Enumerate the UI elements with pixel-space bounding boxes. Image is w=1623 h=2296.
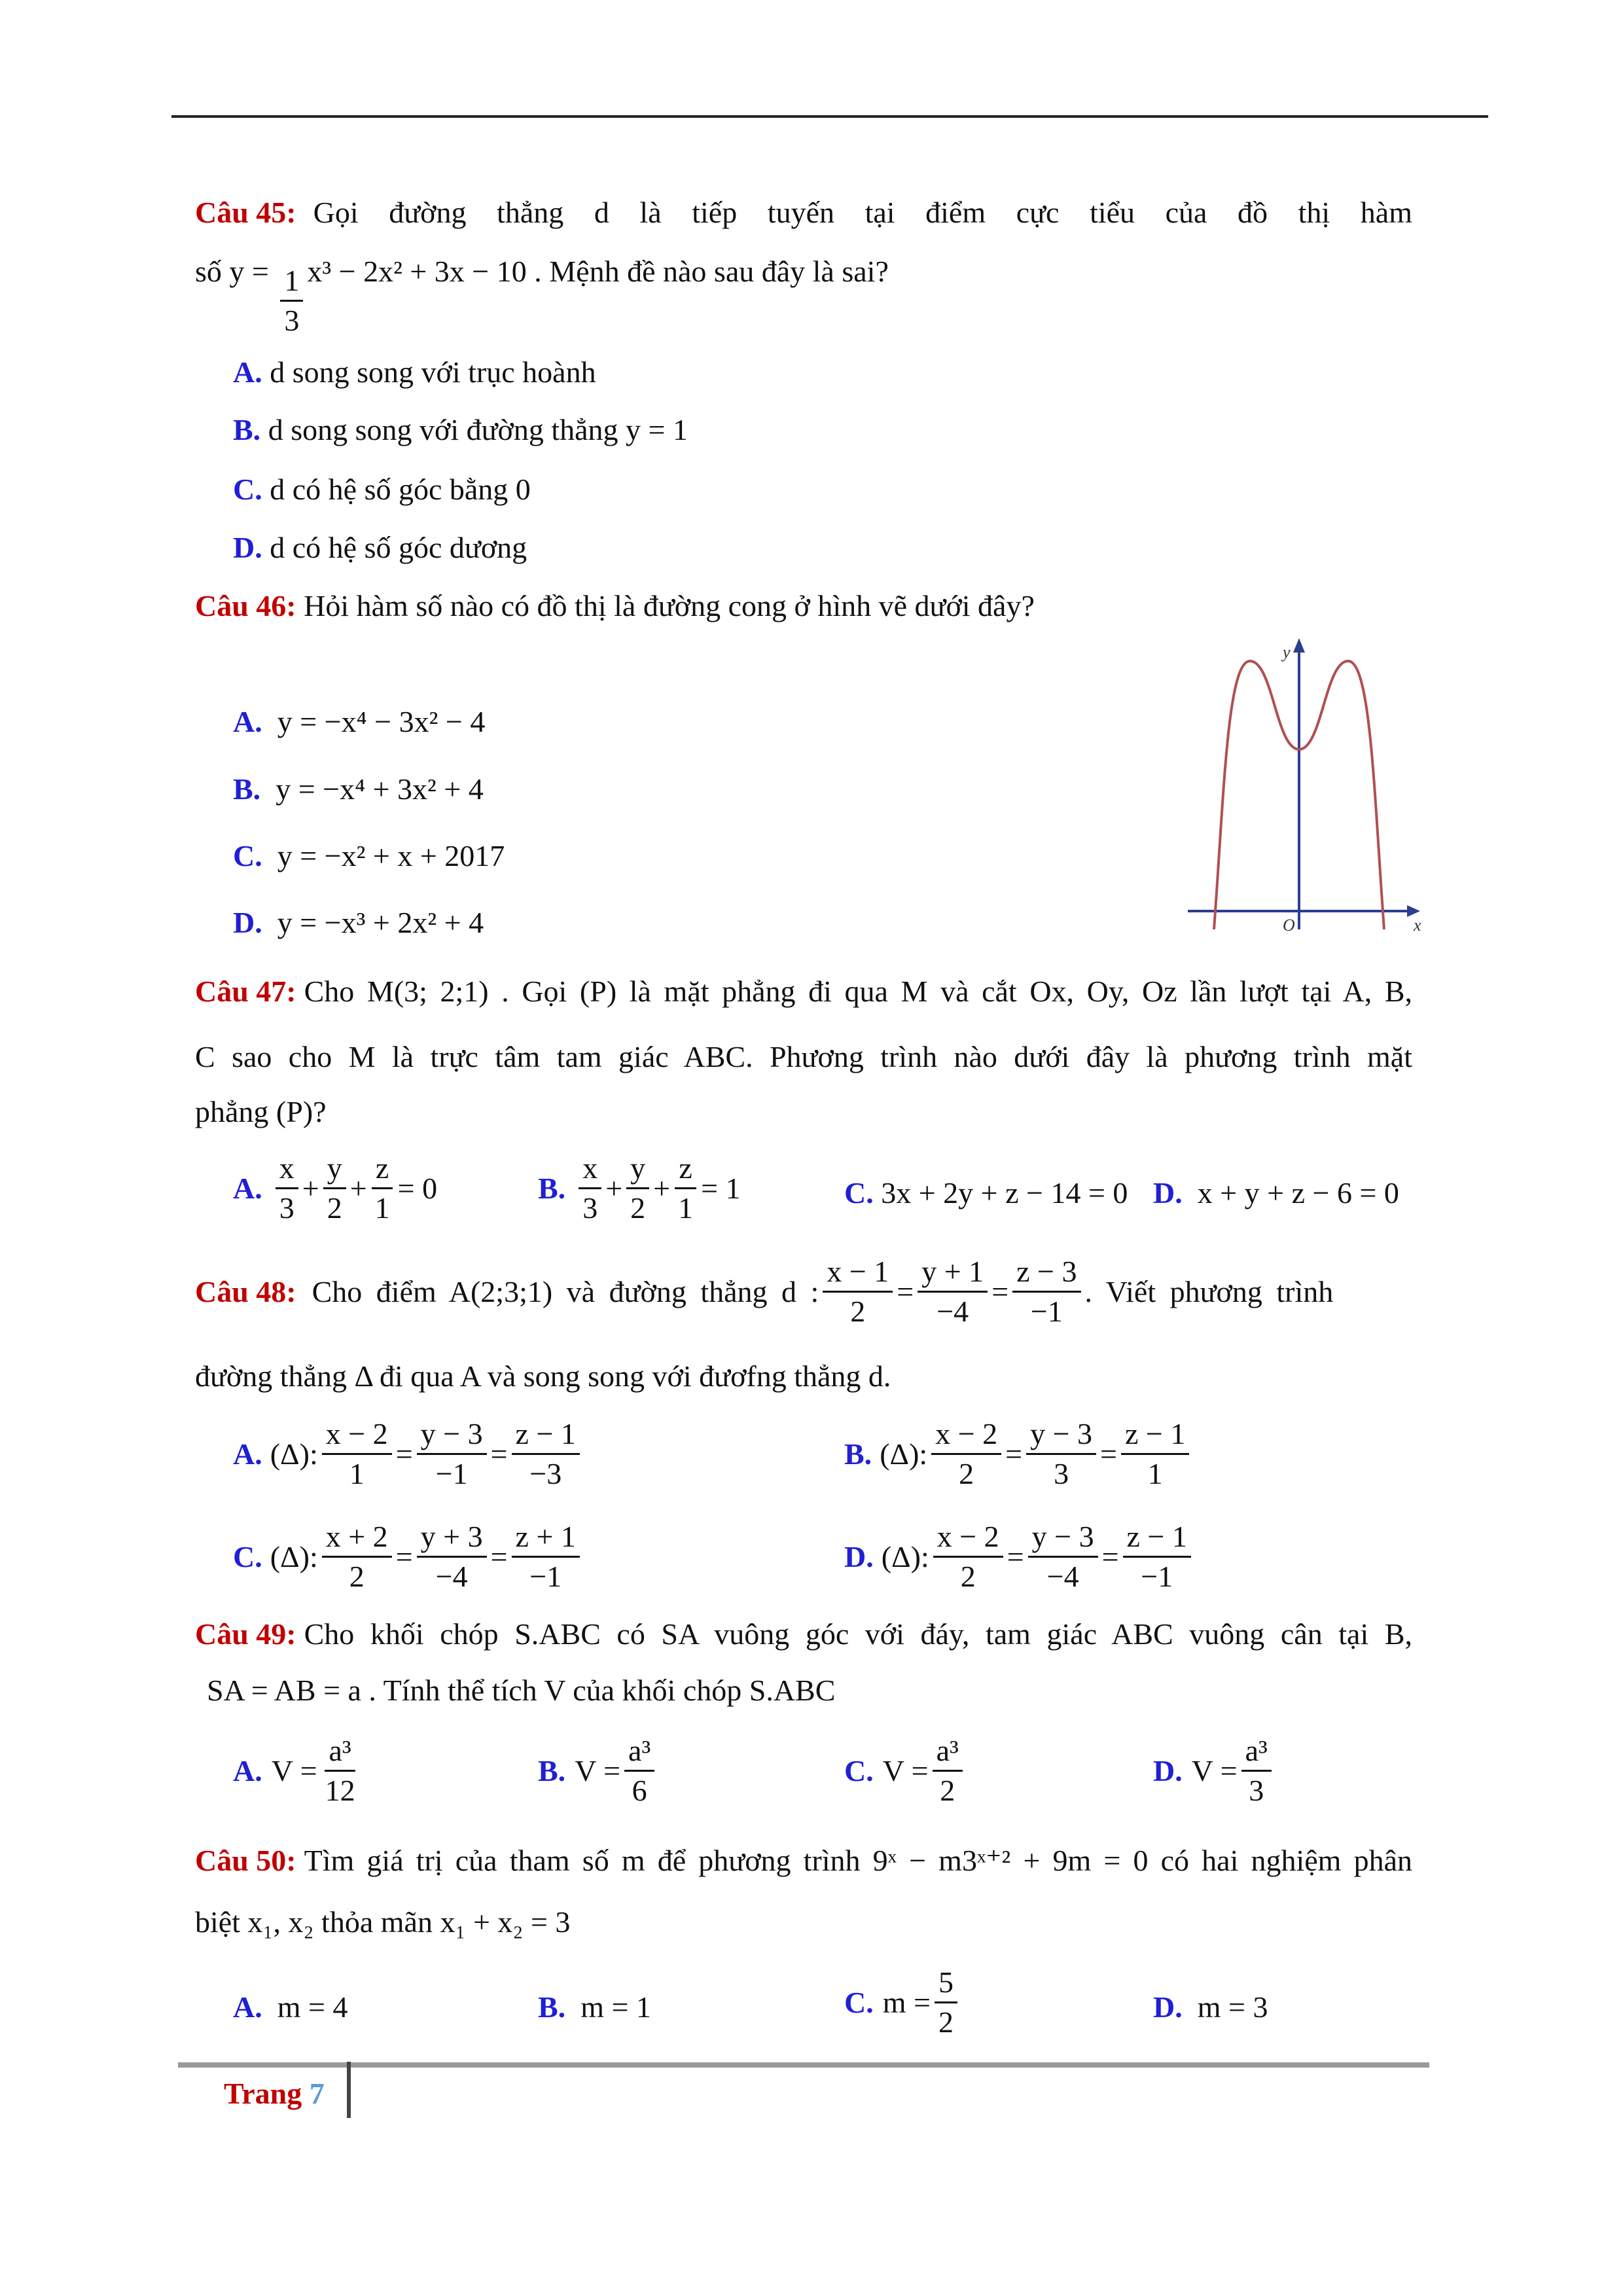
q45-option-c: [233, 475, 531, 505]
q46-option-d: [233, 908, 484, 938]
footer-divider: [347, 2062, 351, 2118]
q46-option-d-text: y = −x³ + 2x² + 4: [277, 906, 484, 939]
q48-b-f2d: 3: [1054, 1457, 1069, 1490]
q48-option-d: D. (Δ): $\frac{x - 2}{2}$ = $\frac{y - 3}{-4}$ = $\frac{z - 1}{-1}$: [844, 1522, 1195, 1592]
q48-f3d: −1: [1030, 1295, 1063, 1328]
q49-option-b-label: B.: [538, 1753, 566, 1787]
q49-c-num: a³: [933, 1736, 963, 1772]
q47-b-d2: 2: [630, 1191, 646, 1225]
q47-b-n1: x: [579, 1153, 601, 1189]
q48-option-a-label: A.: [233, 1437, 262, 1471]
q47-b-n2: y: [626, 1153, 649, 1189]
q49-option-d: [1153, 1736, 1275, 1806]
q47-option-d: [1153, 1178, 1399, 1208]
q47-b-rhs: = 1: [701, 1171, 741, 1205]
q48-a-frac-1: [322, 1419, 392, 1489]
q47-line2: C sao cho M là trực tâm tam giác ABC. Phương trình nào dưới đây là phương trình mặt: [195, 1040, 1412, 1073]
q47-b-d3: 1: [678, 1191, 694, 1225]
q48-label: Câu 48:: [195, 1274, 296, 1308]
q48-c-frac-2: [417, 1522, 487, 1592]
q50-option-d-text: m = 3: [1197, 1990, 1268, 2024]
q48-d-prefix: (Δ):: [881, 1539, 929, 1573]
q50-option-a: [233, 1992, 348, 2022]
q50-option-c: [844, 1967, 961, 2037]
q47-a-rhs: = 0: [397, 1171, 438, 1205]
q50-c-den: 2: [938, 2005, 954, 2039]
q48-d-f3d: −1: [1141, 1560, 1173, 1593]
q49-option-c-label: C.: [844, 1753, 874, 1787]
q48-c-f3n: z + 1: [512, 1522, 580, 1558]
q48-d-f2n: y − 3: [1028, 1522, 1098, 1558]
q49-a-frac: [321, 1736, 359, 1806]
q48-c-frac-1: [322, 1522, 392, 1592]
q50-c-num: 5: [935, 1967, 957, 2003]
q45-frac-den: 3: [284, 304, 300, 337]
q48-line2: đường thẳng Δ đi qua A và song song với đươfng thẳng d.: [195, 1359, 891, 1393]
q47-option-a-label: A.: [233, 1171, 262, 1205]
q48-b-f2n: y − 3: [1026, 1419, 1096, 1455]
q48-a-f1d: 1: [349, 1457, 365, 1490]
q46-option-a-label: A.: [233, 705, 262, 738]
q49-option-b: [538, 1736, 658, 1806]
q47-b-d1: 3: [582, 1191, 598, 1225]
q47-label: Câu 47:: [195, 975, 296, 1008]
q48-d-frac-3: [1123, 1522, 1191, 1592]
q48-b-frac-1: [931, 1419, 1001, 1489]
q48-d-f1d: 2: [960, 1560, 976, 1593]
q48-d-f2d: −4: [1046, 1560, 1079, 1593]
q48-d-f3n: z − 1: [1123, 1522, 1191, 1558]
q48-frac-2: [918, 1257, 988, 1327]
q48-option-c-label: C.: [233, 1539, 262, 1573]
q49-b-frac: [624, 1736, 654, 1806]
page-number: 7: [309, 2077, 325, 2110]
q47-a-n3: z: [372, 1153, 393, 1189]
footer-rule: [178, 2062, 1429, 2068]
q49-c-den: 2: [940, 1774, 955, 1807]
q48-option-b: B. (Δ): $\frac{x - 2}{2}$ = $\frac{y - 3}{3}$ = $\frac{z - 1}{1}$: [844, 1419, 1193, 1489]
q45-pre: số y =: [195, 255, 269, 288]
q45-option-a: [233, 357, 596, 387]
q47-b-frac-1: [579, 1153, 601, 1223]
q47-b-n3: z: [675, 1153, 696, 1189]
q47-a-n2: y: [323, 1153, 346, 1189]
q45-option-d-text: d có hệ số góc dương: [270, 531, 527, 564]
q46-option-b: [233, 774, 484, 804]
q48-pre: Cho điểm A(2;3;1) và đường thẳng d :: [312, 1274, 819, 1308]
q49-a-pre: V =: [271, 1753, 317, 1787]
q48-c-f1d: 2: [349, 1560, 365, 1593]
q48-b-f1d: 2: [959, 1457, 974, 1490]
q50-option-a-text: m = 4: [277, 1990, 348, 2024]
q48-a-f3n: z − 1: [512, 1419, 580, 1455]
q45-text-1: Gọi đường thẳng d là tiếp tuyến tại điểm cực tiểu của đồ thị hàm: [313, 196, 1412, 229]
q45-option-a-label: A.: [233, 355, 262, 389]
q47-option-a: A. $\frac{x}{3}$ + $\frac{y}{2}$ + $\frac{z}{1}$ = 0: [233, 1151, 438, 1225]
q49-d-num: a³: [1241, 1736, 1272, 1772]
header-rule: [171, 115, 1488, 118]
q46-option-b-label: B.: [233, 772, 261, 806]
q49-line1: [195, 1619, 1412, 1649]
q48-d-frac-2: [1028, 1522, 1098, 1592]
q48-a-f2d: −1: [435, 1457, 468, 1490]
q47-option-d-text: x + y + z − 6 = 0: [1197, 1176, 1399, 1210]
q50-option-d: [1153, 1992, 1268, 2022]
q47-line3: phẳng (P)?: [195, 1095, 327, 1128]
q49-option-a: [233, 1736, 363, 1806]
q48-c-f2d: −4: [435, 1560, 468, 1593]
q45-frac-num: 1: [280, 266, 303, 302]
q47-option-c-label: C.: [844, 1176, 874, 1210]
q49-c-frac: [933, 1736, 963, 1806]
q45-label: Câu 45:: [195, 196, 296, 229]
q48-a-f2n: y − 3: [417, 1419, 487, 1455]
q49-d-den: 3: [1249, 1774, 1264, 1807]
q46-text: Hỏi hàm số nào có đồ thị là đường cong ở hình vẽ dưới đây?: [304, 589, 1035, 622]
q48-c-f2n: y + 3: [417, 1522, 487, 1558]
q48-option-c: C. (Δ): $\frac{x + 2}{2}$ = $\frac{y + 3}{-4}$ = $\frac{z + 1}{-1}$: [233, 1522, 584, 1592]
q49-d-pre: V =: [1191, 1753, 1238, 1787]
q45-option-b-text: d song song với đường thẳng y = 1: [268, 413, 688, 446]
q49-option-d-label: D.: [1153, 1753, 1183, 1787]
q45-line2: [195, 257, 889, 336]
q46-line: [195, 591, 1035, 621]
q50-line2: biệt x₁, x₂ thỏa mãn x₁ + x₂ = 3: [195, 1905, 571, 1939]
footer-label: Trang: [224, 2077, 302, 2110]
q47-line1: [195, 977, 1412, 1007]
q48-b-f3n: z − 1: [1121, 1419, 1189, 1455]
q48-f1n: x − 1: [823, 1257, 893, 1293]
q48-a-frac-3: [512, 1419, 580, 1489]
q47-option-c: [844, 1178, 1128, 1208]
q49-a-den: 12: [325, 1774, 355, 1807]
q48-b-f1n: x − 2: [931, 1419, 1001, 1455]
q46-label: Câu 46:: [195, 589, 296, 622]
q45-expression: x³ − 2x² + 3x − 10: [307, 255, 527, 288]
q48-c-f3d: −1: [529, 1560, 562, 1593]
q46-option-c: [233, 841, 505, 871]
q46-option-c-text: y = −x² + x + 2017: [277, 839, 505, 872]
q47-a-frac-2: [323, 1153, 346, 1223]
q49-label: Câu 49:: [195, 1617, 296, 1651]
q49-option-c: [844, 1736, 967, 1806]
q48-a-prefix: (Δ):: [270, 1437, 318, 1471]
q48-b-frac-2: [1026, 1419, 1096, 1489]
q50-option-c-label: C.: [844, 1985, 874, 2019]
q49-text-1: Cho khối chóp S.ABC có SA vuông góc với đáy, tam giác ABC vuông cân tại B,: [304, 1617, 1412, 1651]
q48-b-f3d: 1: [1147, 1457, 1163, 1490]
graph-origin-label: O: [1283, 916, 1295, 935]
q45-option-b-label: B.: [233, 413, 261, 446]
q49-a-num: a³: [325, 1736, 355, 1772]
graph-y-label: y: [1283, 643, 1291, 662]
q47-a-d3: 1: [374, 1191, 390, 1225]
q47-a-frac-1: [276, 1153, 298, 1223]
q48-d-f1n: x − 2: [933, 1522, 1003, 1558]
q49-c-pre: V =: [882, 1753, 929, 1787]
q49-line2: SA = AB = a . Tính thể tích V của khối chóp S.ABC: [207, 1674, 836, 1707]
q48-f2d: −4: [936, 1295, 969, 1328]
q46-option-a: [233, 707, 485, 737]
q48-c-frac-3: [512, 1522, 580, 1592]
q48-a-frac-2: [417, 1419, 487, 1489]
graph-y-arrow: [1293, 638, 1305, 653]
q48-post: . Viết phương trình: [1084, 1274, 1334, 1308]
q46-option-b-text: y = −x⁴ + 3x² + 4: [276, 772, 484, 806]
q45-option-d-label: D.: [233, 531, 262, 564]
q45-post: . Mệnh đề nào sau đây là sai?: [534, 255, 889, 288]
q48-b-frac-3: [1121, 1419, 1189, 1489]
q47-text-1: Cho M(3; 2;1) . Gọi (P) là mặt phẳng đi qua M và cắt Ox, Oy, Oz lần lượt tại A, B,: [304, 975, 1412, 1008]
q50-c-frac: [935, 1967, 957, 2037]
q47-a-d2: 2: [327, 1191, 342, 1225]
q45-option-d: [233, 533, 527, 563]
q50-option-b: [538, 1992, 651, 2022]
q49-b-den: 6: [632, 1774, 647, 1807]
q48-f1d: 2: [850, 1295, 866, 1328]
q46-graph: [1185, 628, 1427, 936]
page-footer: [224, 2079, 325, 2109]
q47-option-b-label: B.: [538, 1171, 566, 1205]
q48-d-frac-1: [933, 1522, 1003, 1592]
q48-option-d-label: D.: [844, 1539, 874, 1573]
q50-text-1: Tìm giá trị của tham số m để phương trình 9ˣ − m3ˣ⁺² + 9m = 0 có hai nghiệm phân: [304, 1844, 1412, 1877]
q45-option-c-text: d có hệ số góc bằng 0: [270, 473, 531, 506]
graph-x-label: x: [1414, 916, 1421, 935]
q50-option-d-label: D.: [1153, 1990, 1183, 2024]
q49-d-frac: [1241, 1736, 1272, 1806]
q48-f2n: y + 1: [918, 1257, 988, 1293]
q45-fraction: [280, 266, 303, 336]
q49-b-pre: V =: [575, 1753, 621, 1787]
q48-option-b-label: B.: [844, 1437, 872, 1471]
q47-a-d1: 3: [279, 1191, 294, 1225]
q46-option-d-label: D.: [233, 906, 262, 939]
q46-option-c-label: C.: [233, 839, 262, 872]
q45-option-b: [233, 415, 688, 445]
q48-line1: Câu 48: Cho điểm A(2;3;1) và đường thẳng d : $\frac{x - 1}{2}$ = $\frac{y + 1}{-4}$ = $\frac{z - 3}{-1}$ . Viết phương trình: [195, 1255, 1334, 1328]
q45-option-a-text: d song song với trục hoành: [270, 355, 596, 389]
q47-option-c-text: 3x + 2y + z − 14 = 0: [881, 1176, 1128, 1210]
q48-f3n: z − 3: [1012, 1257, 1080, 1293]
q50-option-a-label: A.: [233, 1990, 262, 2024]
q50-option-b-label: B.: [538, 1990, 566, 2024]
q48-frac-3: [1012, 1257, 1080, 1327]
q48-option-a: A. (Δ): $\frac{x - 2}{1}$ = $\frac{y - 3}{-1}$ = $\frac{z - 1}{-3}$: [233, 1419, 584, 1489]
q48-b-prefix: (Δ):: [880, 1437, 928, 1471]
q47-b-frac-2: [626, 1153, 649, 1223]
q47-a-n1: x: [276, 1153, 298, 1189]
q48-c-f1n: x + 2: [322, 1522, 392, 1558]
q49-b-num: a³: [624, 1736, 654, 1772]
q47-option-b: B. $\frac{x}{3}$ + $\frac{y}{2}$ + $\frac{z}{1}$ = 1: [538, 1151, 741, 1225]
q47-b-frac-3: [674, 1153, 697, 1223]
q47-option-d-label: D.: [1153, 1176, 1183, 1210]
q50-label: Câu 50:: [195, 1844, 296, 1877]
q46-option-a-text: y = −x⁴ − 3x² − 4: [277, 705, 486, 738]
q48-c-prefix: (Δ):: [270, 1539, 318, 1573]
q50-option-b-text: m = 1: [580, 1990, 651, 2024]
q50-c-pre: m =: [882, 1985, 931, 2019]
q47-a-frac-3: [371, 1153, 394, 1223]
q45-line1: [195, 198, 1412, 228]
q48-a-f3d: −3: [529, 1457, 562, 1490]
q48-frac-1: [823, 1257, 893, 1327]
q50-line1: [195, 1846, 1412, 1876]
q49-option-a-label: A.: [233, 1753, 262, 1787]
q48-a-f1n: x − 2: [322, 1419, 392, 1455]
q45-option-c-label: C.: [233, 473, 262, 506]
